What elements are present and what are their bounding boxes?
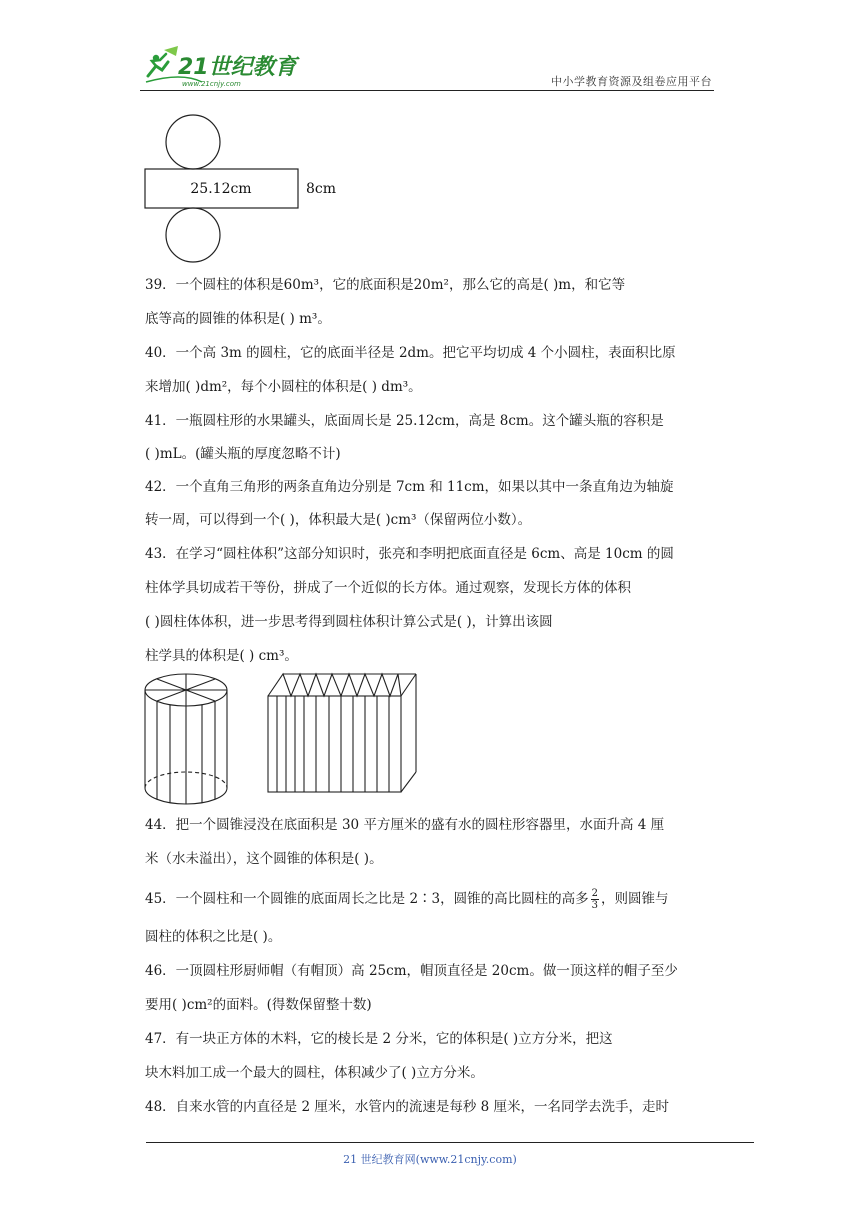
sliced-cylinder	[145, 674, 227, 804]
question-42-line-1: 42．一个直角三角形的两条直角边分别是 7cm 和 11cm，如果以其中一条直角边为轴旋	[145, 479, 674, 495]
question-39-line-1: 39．一个圆柱的体积是60m³，它的底面积是20m²，那么它的高是( )m，和它等	[145, 277, 626, 293]
fraction-denominator: 3	[591, 900, 599, 911]
question-45-line-2: 圆柱的体积之比是( )。	[145, 929, 282, 945]
question-46-line-2: 要用( )cm²的面料。(得数保留整十数)	[145, 997, 372, 1013]
question-41-line-2: ( )mL。(罐头瓶的厚度忽略不计)	[145, 446, 341, 462]
question-46-line-1: 46．一顶圆柱形厨师帽（有帽顶）高 25cm，帽顶直径是 20cm。做一顶这样的帽子至少	[145, 963, 678, 979]
question-43-line-4: 柱学具的体积是( ) cm³。	[145, 648, 298, 664]
question-43-line-2: 柱体学具切成若干等份，拼成了一个近似的长方体。通过观察，发现长方体的体积	[145, 580, 631, 596]
page-header	[140, 42, 714, 91]
logo-21cnjy-icon	[142, 42, 312, 88]
question-48-line-1: 48．自来水管的内直径是 2 厘米，水管内的流速是每秒 8 厘米，一名同学去洗手，走时	[145, 1099, 670, 1115]
fraction-numerator: 2	[591, 888, 599, 899]
question-40-line-2: 来增加( )dm²，每个小圆柱的体积是( ) dm³。	[145, 379, 422, 395]
question-42-line-2: 转一周，可以得到一个( )，体积最大是( )cm³（保留两位小数）。	[145, 512, 532, 528]
question-45-text-before: 45．一个圆柱和一个圆锥的底面周长之比是 2∶3，圆锥的高比圆柱的高多	[145, 891, 589, 907]
question-45-line-1	[145, 886, 715, 912]
question-43-line-1: 43．在学习“圆柱体积”这部分知识时，张亮和李明把底面直径是 6cm、高是 10cm 的圆	[145, 546, 674, 562]
question-47-line-1: 47．有一块正方体的木料，它的棱长是 2 分米，它的体积是( )立方分米，把这	[145, 1031, 613, 1047]
question-45-text-after: ，则圆锥与	[601, 891, 669, 907]
question-44-line-1: 44．把一个圆锥浸没在底面积是 30 平方厘米的盛有水的圆柱形容器里，水面升高 4 厘	[145, 817, 665, 833]
net-top-circle	[166, 115, 220, 169]
cylinder-cuboid-figure	[140, 668, 430, 808]
cylinder-net-figure	[140, 110, 370, 270]
net-side-label: 8cm	[306, 181, 337, 197]
question-39-line-2: 底等高的圆锥的体积是( ) m³。	[145, 311, 331, 327]
footer-text[interactable]: 21 世纪教育网(www.21cnjy.com)	[343, 1153, 517, 1166]
footer-divider	[146, 1142, 754, 1143]
question-41-line-1: 41．一瓶圆柱形的水果罐头，底面周长是 25.12cm，高是 8cm。这个罐头瓶的容积是	[145, 413, 664, 429]
logo-url: www.21cnjy.com	[182, 80, 241, 88]
question-47-line-2: 块木料加工成一个最大的圆柱，体积减少了( )立方分米。	[145, 1065, 484, 1081]
question-40-line-1: 40．一个高 3m 的圆柱，它的底面半径是 2dm。把它平均切成 4 个小圆柱，表面积比原	[145, 345, 676, 361]
fraction-two-thirds	[591, 888, 599, 911]
question-44-line-2: 米（水未溢出），这个圆锥的体积是( )。	[145, 851, 383, 867]
net-rect-label: 25.12cm	[190, 181, 252, 197]
question-43-line-3: ( )圆柱体体积，进一步思考得到圆柱体积计算公式是( )，计算出该圆	[145, 614, 553, 630]
logo-text: 21世纪教育	[178, 55, 297, 80]
net-bottom-circle	[166, 208, 220, 262]
approximate-cuboid	[268, 674, 416, 792]
header-platform-text: 中小学教育资源及组卷应用平台	[551, 75, 712, 88]
